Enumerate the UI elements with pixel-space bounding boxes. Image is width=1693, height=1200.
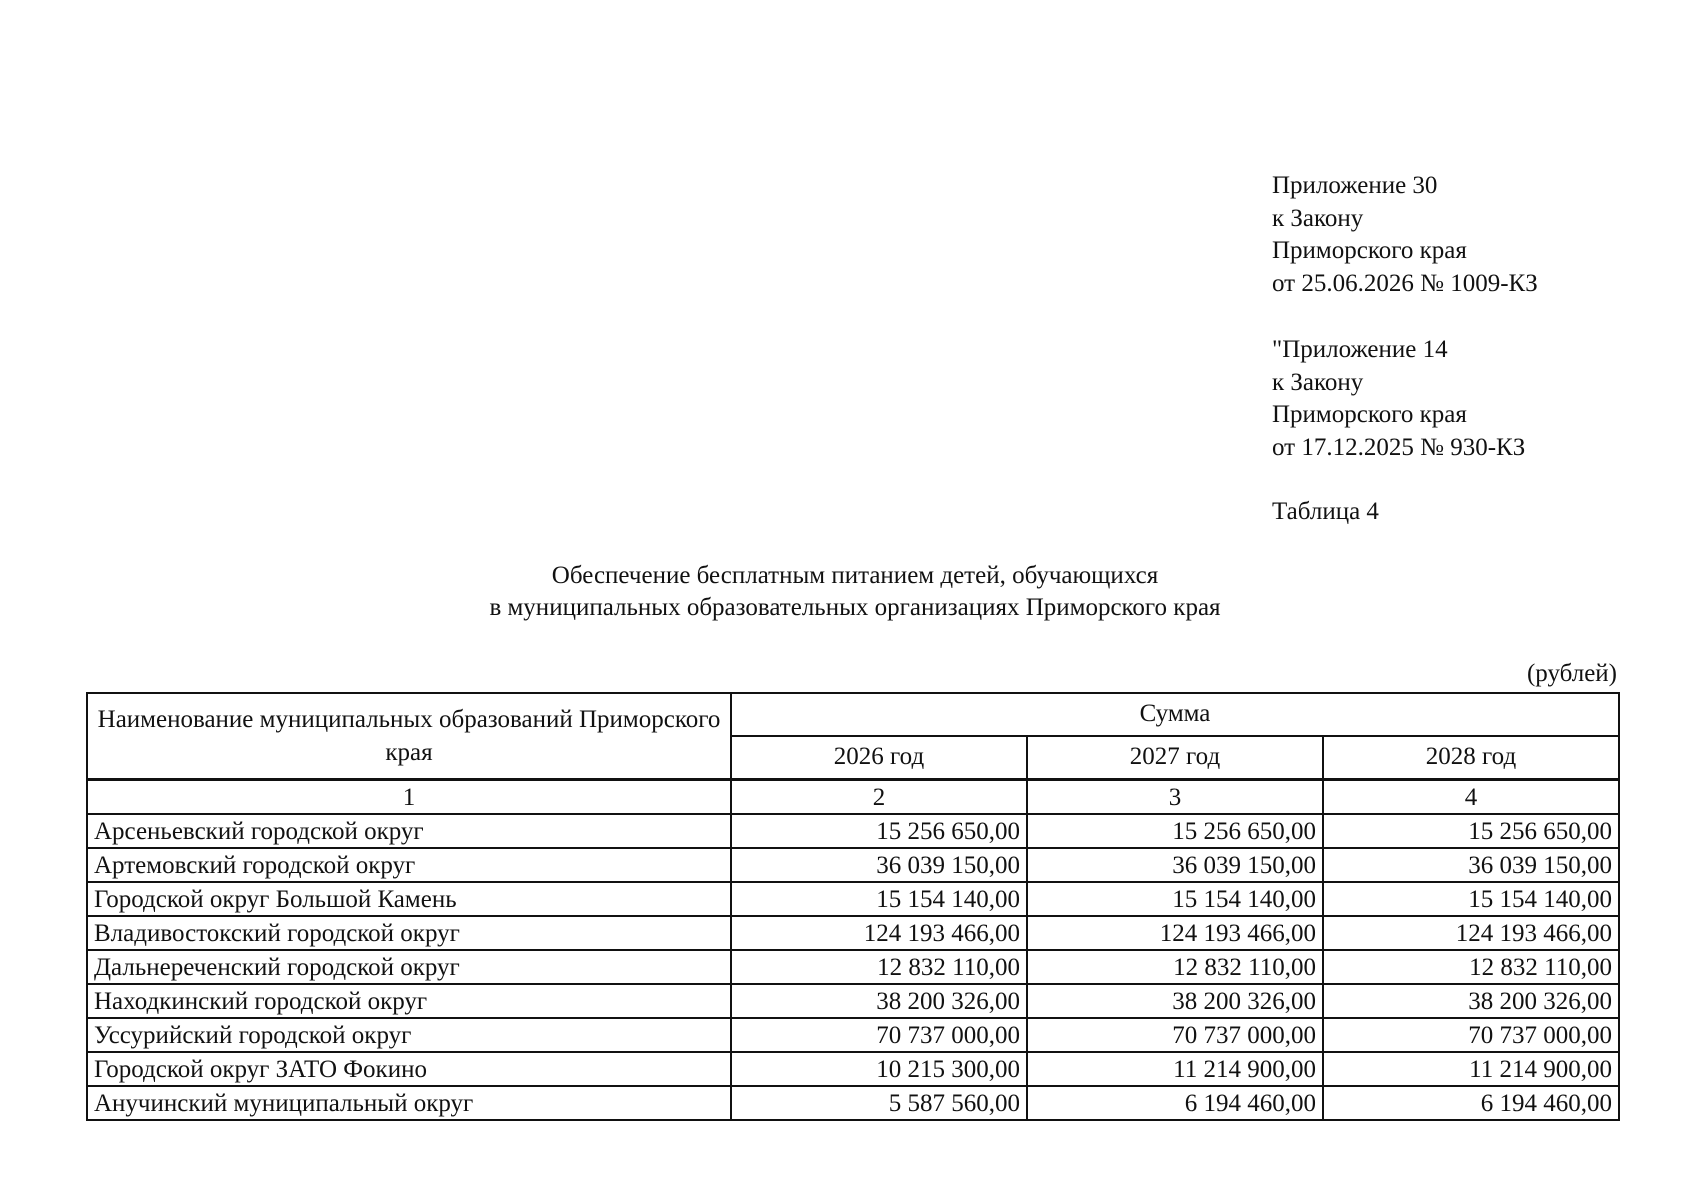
table-row [87,1018,1619,1052]
appendix-original-line: к Закону [1272,368,1364,396]
amount-2027: 15 154 140,00 [1027,882,1323,916]
appendix-main-line: Приложение 30 [1272,172,1438,199]
appendix-original-line: "Приложение 14 [1272,336,1448,363]
amount-2026: 38 200 326,00 [731,984,1027,1018]
header-year-2026: 2026 год [731,736,1027,780]
column-number: 2 [731,780,1027,815]
table-row [87,950,1619,984]
document-title-line: Обеспечение бесплатным питанием детей, обучающихся [551,562,1159,589]
municipality-name: Дальнереченский городской округ [87,950,731,984]
units-label: (рублей) [1526,660,1617,687]
column-number: 4 [1323,780,1619,815]
amount-2026: 36 039 150,00 [731,848,1027,882]
municipality-name: Арсеньевский городской округ [87,814,731,848]
table-row [87,814,1619,848]
column-number: 1 [87,780,731,815]
amount-2026: 70 737 000,00 [731,1018,1027,1052]
appendix-block-main [1272,170,1672,300]
amount-2026: 124 193 466,00 [731,916,1027,950]
amount-2028: 38 200 326,00 [1323,984,1619,1018]
municipality-name: Артемовский городской округ [87,848,731,882]
municipality-name: Городской округ ЗАТО Фокино [87,1052,731,1086]
amount-2027: 6 194 460,00 [1027,1086,1323,1120]
amount-2028: 12 832 110,00 [1323,950,1619,984]
amount-2027: 12 832 110,00 [1027,950,1323,984]
column-number-row [87,780,1619,815]
amount-2026: 12 832 110,00 [731,950,1027,984]
municipality-name: Находкинский городской округ [87,984,731,1018]
amount-2026: 5 587 560,00 [731,1086,1027,1120]
amount-2026: 15 256 650,00 [731,814,1027,848]
municipality-name: Анучинский муниципальный округ [87,1086,731,1120]
amount-2028: 15 256 650,00 [1323,814,1619,848]
table-row [87,882,1619,916]
amount-2028: 124 193 466,00 [1323,916,1619,950]
amount-2028: 15 154 140,00 [1323,882,1619,916]
table-row [87,848,1619,882]
header-year-2027: 2027 год [1027,736,1323,780]
appendix-original-line: Приморского края [1272,401,1467,428]
amount-2026: 10 215 300,00 [731,1052,1027,1086]
amount-2027: 15 256 650,00 [1027,814,1323,848]
document-title [0,560,1693,624]
amount-2027: 38 200 326,00 [1027,984,1323,1018]
municipality-name: Владивостокский городской округ [87,916,731,950]
appendix-block-original [1272,334,1672,464]
amount-2028: 36 039 150,00 [1323,848,1619,882]
municipality-name: Городской округ Большой Камень [87,882,731,916]
header-municipality-name: Наименование муниципальных образований Приморского края [87,693,731,780]
appendix-main-line: от 25.06.2026 № 1009-КЗ [1272,269,1538,297]
amount-2027: 124 193 466,00 [1027,916,1323,950]
header-sum: Сумма [731,693,1619,736]
appendix-main-line: к Закону [1272,204,1364,232]
table-number: Таблица 4 [1272,498,1379,525]
document-title-line: в муниципальных образовательных организациях Приморского края [489,594,1221,621]
amount-2028: 6 194 460,00 [1323,1086,1619,1120]
amount-2027: 70 737 000,00 [1027,1018,1323,1052]
amount-2028: 70 737 000,00 [1323,1018,1619,1052]
amount-2028: 11 214 900,00 [1323,1052,1619,1086]
appendix-original-line: от 17.12.2025 № 930-КЗ [1272,433,1526,461]
table-row [87,916,1619,950]
amount-2027: 11 214 900,00 [1027,1052,1323,1086]
column-number: 3 [1027,780,1323,815]
table-row [87,984,1619,1018]
amount-2027: 36 039 150,00 [1027,848,1323,882]
budget-table [86,692,1620,1121]
table-row [87,1052,1619,1086]
appendix-main-line: Приморского края [1272,237,1467,264]
amount-2026: 15 154 140,00 [731,882,1027,916]
header-year-2028: 2028 год [1323,736,1619,780]
municipality-name: Уссурийский городской округ [87,1018,731,1052]
table-row [87,1086,1619,1120]
